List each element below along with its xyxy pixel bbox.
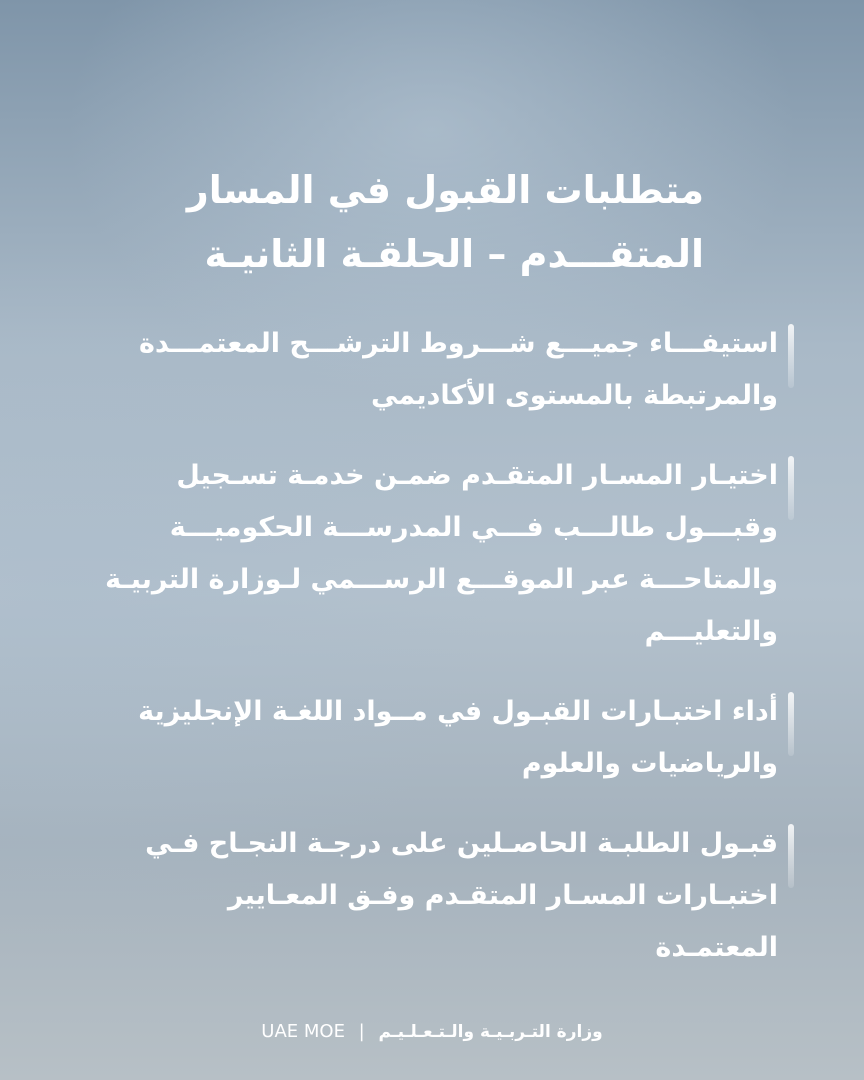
accent-bar [788, 692, 794, 756]
footer-ministry-name: وزارة التـربـيـة والـتـعـلـيـم [378, 1022, 603, 1042]
footer-brand: UAE MOE [261, 1021, 345, 1042]
page-title [144, 158, 704, 286]
requirement-text-line: قبـول الطلبـة الحاصـلين على درجـة النجـاح فـي [145, 828, 778, 859]
requirements-list [88, 318, 778, 1002]
requirement-text-line: اختيـار المسـار المتقـدم ضمـن خدمـة تسـجيل [176, 460, 778, 491]
footer-separator: | [358, 1021, 365, 1042]
requirement-item-2 [88, 450, 778, 658]
accent-bar [788, 324, 794, 388]
requirement-text-line: والمتاحـــة عبر الموقـــع الرســـمي لـوزارة التربيـة [105, 564, 778, 595]
requirement-item-4 [88, 818, 778, 974]
page-title-line-2: المتقـــدم – الحلقـة الثانيـة [204, 232, 704, 276]
requirement-text-line: أداء اختبـارات القبـول في مــواد اللغـة الإنجليزية [138, 696, 778, 727]
requirement-text-line: والمرتبطة بالمستوى الأكاديمي [370, 380, 778, 411]
requirement-text-line: المعتمـدة [655, 932, 778, 963]
requirement-text-line: وقبـــول طالـــب فـــي المدرســـة الحكوميـــة [169, 512, 778, 543]
requirement-text-line: استيفـــاء جميـــع شـــروط الترشـــح المعتمـــدة [138, 328, 778, 359]
requirement-text-line: والتعليـــم [644, 616, 778, 647]
requirement-item-1 [88, 318, 778, 422]
requirement-item-3 [88, 686, 778, 790]
accent-bar [788, 456, 794, 520]
page-title-line-1: متطلبات القبول في المسار [186, 168, 704, 212]
requirement-text-line: والرياضيات والعلوم [521, 748, 778, 779]
accent-bar [788, 824, 794, 888]
requirement-text-line: اختبـارات المسـار المتقـدم وفـق المعـايير [227, 880, 778, 911]
footer-branding [0, 1021, 864, 1042]
